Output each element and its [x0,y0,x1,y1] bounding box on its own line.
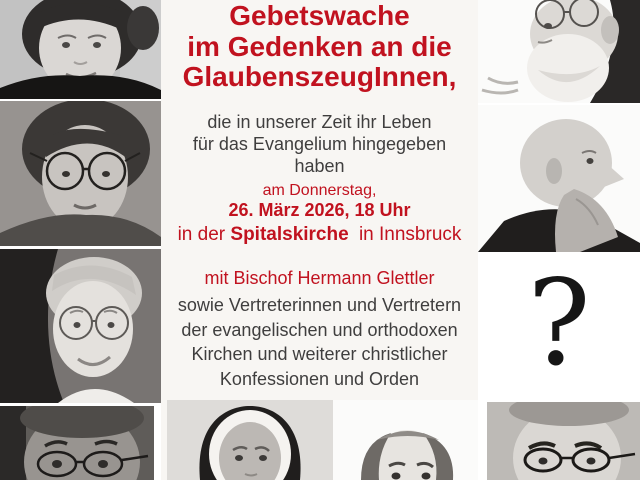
portrait-sister-glasses [0,249,161,403]
participants-line-4: Konfessionen und Orden [219,368,420,389]
poster-intro-line-2: für das Evangelium hingegeben [192,134,447,154]
portrait-bald-man-profile [478,105,640,252]
participants-text [161,293,478,391]
poster-intro [161,111,478,177]
portrait-nun-white-habit [167,400,333,480]
participants-line-3: Kirchen und weiterer christlicher [191,344,448,364]
event-location-line [161,224,478,246]
poster-intro-line-3: haben [294,156,345,176]
poster-title-line-3: GlaubenszeugInnen, [182,61,457,92]
portrait-man-thick-glasses [487,402,640,480]
event-day-line: am Donnerstag, [262,182,377,199]
poster-title-line-2: im Gedenken an die [187,30,452,62]
question-mark-glyph: ? [527,254,591,392]
portrait-woman-dark-hair [0,0,161,99]
location-suffix: in Innsbruck [353,224,462,245]
portrait-bishop-white-beard [478,0,640,103]
participants-line-2: der evangelischen und orthodoxen [181,319,458,340]
portrait-man-receding-hair [333,400,478,480]
portrait-person-round-glasses [0,101,161,246]
poster-title-line-1: Gebetswache [229,0,410,31]
poster-intro-line-1: die in unserer Zeit ihr Leben [207,112,432,132]
event-host-line: mit Bischof Hermann Glettler [204,268,435,288]
participants-line-1: sowie Vertreterinnen und Vertretern [177,295,462,315]
event-date-time-line: 26. März 2026, 18 Uhr [228,200,411,220]
unknown-martyr-question-mark [478,254,640,400]
portrait-man-oval-glasses [0,406,154,480]
location-venue: Spitalskirche [230,224,349,245]
location-prefix: in der [177,224,231,245]
poster-title [161,1,478,93]
